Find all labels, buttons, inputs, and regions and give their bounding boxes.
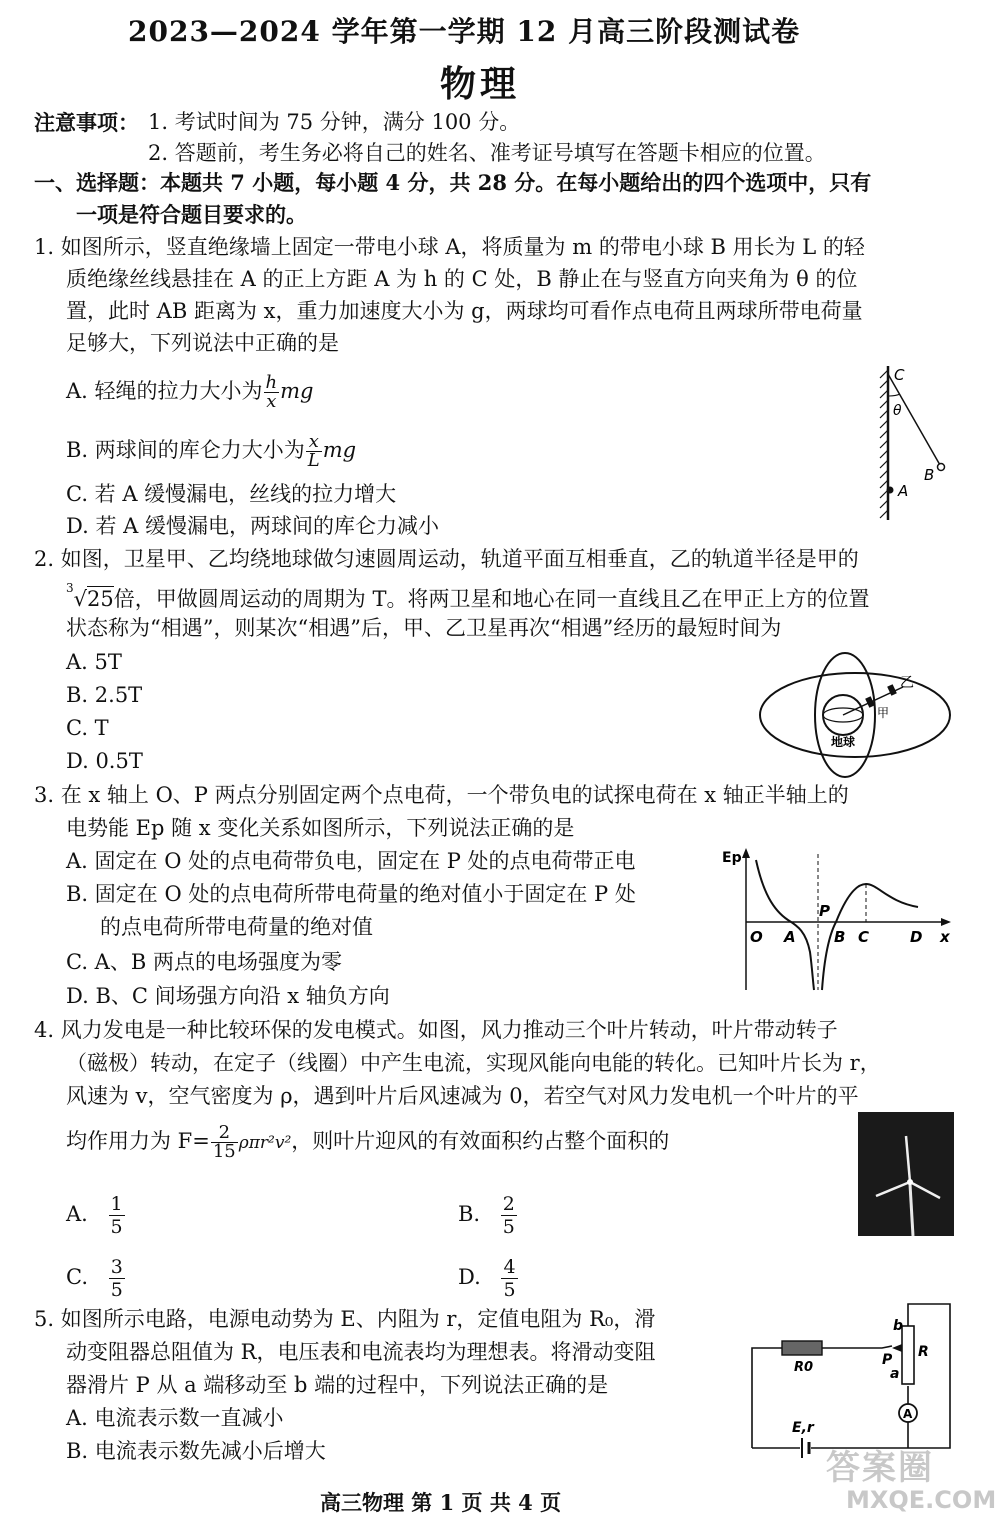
label-ep: Ep — [722, 850, 742, 866]
q1-stem-line: 1. 如图所示，竖直绝缘墙上固定一带电小球 A，将质量为 m 的带电小球 B 用长为 L 的轻 — [34, 235, 865, 259]
notes-line-2: 2. 答题前，考生务必将自己的姓名、准考证号填写在答题卡相应的位置。 — [148, 141, 826, 165]
q1-option-a-text: A. 轻绳的拉力大小为 — [66, 379, 263, 403]
q3-option-a: A. 固定在 O 处的点电荷带负电，固定在 P 处的点电荷带正电 — [66, 849, 636, 873]
q3-stem-line: 电势能 Ep 随 x 变化关系如图所示，下列说法正确的是 — [66, 816, 575, 840]
fraction-numerator: 1 — [110, 1193, 123, 1215]
q2-stem-text: 倍，甲做圆周运动的周期为 T。将两卫星和地心在同一直线且乙在甲正上方的位置 — [113, 587, 870, 611]
label-c: C — [894, 366, 905, 384]
label-er: E,r — [792, 1420, 814, 1436]
notes-label: 注意事项： — [34, 110, 139, 135]
watermark-url: MXQE.COM — [846, 1486, 997, 1514]
x-axis-arrow — [941, 918, 951, 926]
q5-option-a: A. 电流表示数一直减小 — [66, 1406, 284, 1430]
q4-stem-line: （磁极）转动，在定子（线圈）中产生电流，实现风能向电能的转化。已知叶片长为 r， — [66, 1051, 881, 1075]
watermark-logo: 答案圈 — [826, 1448, 934, 1488]
fraction-denominator: 5 — [503, 1279, 516, 1301]
q2-stem-line-2 — [66, 578, 869, 616]
turbine-hub — [907, 1179, 913, 1185]
option-label: A. — [66, 1202, 88, 1226]
q4-stem-line: 风速为 v，空气密度为 ρ，遇到叶片后风速减为 0，若空气对风力发电机一个叶片的平 — [66, 1084, 859, 1108]
q1-option-b — [66, 433, 356, 470]
q4-formula-suffix: ，则叶片迎风的有效面积约占整个面积的 — [291, 1129, 670, 1153]
section-heading: 一、选择题：本题共 7 小题，每小题 4 分，共 28 分。在每小题给出的四个选项中，只有 — [34, 170, 872, 195]
exam-title: 2023—2024 学年第一学期 12 月高三阶段测试卷 — [128, 15, 801, 48]
q2-stem-line: 2. 如图，卫星甲、乙均绕地球做匀速圆周运动，轨道平面互相垂直，乙的轨道半径是甲的 — [34, 547, 859, 571]
q1-option-a-suffix: mg — [280, 379, 314, 403]
fraction-denominator: L — [307, 450, 320, 471]
q2-option-a: A. 5T — [66, 650, 122, 674]
ball-b — [938, 464, 945, 471]
q1-wall-figure — [868, 360, 958, 525]
label-p: P — [882, 1352, 893, 1368]
fraction-numerator: 2 — [211, 1124, 238, 1143]
fraction-denominator: 5 — [502, 1216, 515, 1238]
label-jia: 甲 — [877, 706, 890, 720]
thread-line — [888, 374, 940, 465]
label-a: a — [890, 1366, 900, 1382]
page-footer: 高三物理 第 1 页 共 4 页 — [320, 1490, 562, 1515]
fraction-numerator: h — [265, 372, 278, 393]
q3-ep-graph — [718, 842, 958, 992]
fraction-denominator: 5 — [110, 1279, 123, 1301]
q1-stem-line: 置，此时 AB 距离为 x，重力加速度大小为 g，两球均可看作点电荷且两球所带电荷量 — [66, 299, 863, 323]
q1-stem-line: 足够大，下列说法中正确的是 — [66, 331, 339, 355]
q3-option-d: D. B、C 间场强方向沿 x 轴负方向 — [66, 984, 390, 1008]
slider-p — [892, 1344, 902, 1352]
label-b: B — [834, 928, 846, 946]
q5-stem-line: 动变阻器总阻值为 R，电压表和电流表均为理想表。将滑动变阻 — [66, 1340, 656, 1364]
label-p: P — [819, 902, 830, 920]
label-b: b — [893, 1318, 904, 1334]
label-b: B — [924, 466, 935, 484]
fraction-denominator: 15 — [212, 1141, 236, 1162]
option-fraction — [501, 1256, 517, 1301]
label-a: A — [898, 482, 909, 500]
q2-option-c: C. T — [66, 716, 109, 740]
q4-formula-body: ρπr²v² — [238, 1133, 292, 1153]
fraction-numerator: x — [306, 433, 322, 452]
q4-formula-fraction — [211, 1124, 238, 1161]
fraction-numerator: 2 — [502, 1193, 515, 1215]
q4-option-d — [458, 1256, 519, 1301]
wind-turbine-image — [858, 1112, 954, 1236]
q1-option-b-text: B. 两球间的库仑力大小为 — [66, 438, 305, 462]
q1-option-b-suffix: mg — [322, 438, 357, 462]
root-sign: √ — [73, 587, 88, 611]
label-theta: θ — [893, 403, 902, 419]
notes-line-1: 1. 考试时间为 75 分钟，满分 100 分。 — [148, 110, 521, 134]
root-body: 25 — [87, 587, 114, 611]
option-label: C. — [66, 1265, 88, 1289]
q5-stem-line: 5. 如图所示电路，电源电动势为 E、内阻为 r，定值电阻为 R₀，滑 — [34, 1307, 656, 1331]
q3-stem-line: 3. 在 x 轴上 O、P 两点分别固定两个点电荷，一个带负电的试探电荷在 x 轴正半轴上的 — [34, 783, 849, 807]
q3-option-c: C. A、B 两点的电场强度为零 — [66, 950, 342, 974]
label-a: A — [784, 928, 796, 946]
option-label: D. — [458, 1265, 481, 1289]
q4-stem-line-4 — [66, 1124, 669, 1161]
q1-option-a — [66, 374, 313, 411]
q4-option-b — [458, 1193, 518, 1238]
q2-stem-line: 状态称为“相遇”，则某次“相遇”后，甲、乙卫星再次“相遇”经历的最短时间为 — [66, 616, 782, 640]
rheostat-r — [902, 1326, 914, 1384]
subject-title: 物理 — [440, 63, 521, 105]
option-fraction — [109, 1256, 125, 1301]
q4-stem-line: 4. 风力发电是一种比较环保的发电模式。如图，风力推动三个叶片转动，叶片带动转子 — [34, 1018, 838, 1042]
q1-option-c: C. 若 A 缓慢漏电，丝线的拉力增大 — [66, 482, 397, 506]
root-index: 3 — [66, 581, 74, 595]
q4-option-a — [66, 1193, 126, 1238]
label-o: O — [750, 928, 763, 946]
label-d: D — [910, 928, 923, 946]
label-earth: 地球 — [831, 735, 856, 749]
curve-left — [756, 860, 814, 990]
q1-option-a-fraction — [264, 374, 280, 411]
q2-option-d: D. 0.5T — [66, 749, 143, 773]
resistor-r0 — [782, 1341, 822, 1355]
top-wire — [822, 1346, 892, 1348]
theta-arc — [888, 394, 900, 396]
label-r0: R0 — [794, 1360, 814, 1375]
fraction-numerator: 3 — [110, 1256, 123, 1278]
q5-stem-line: 器滑片 P 从 a 端移动至 b 端的过程中，下列说法正确的是 — [66, 1373, 609, 1397]
q2-orbit-figure — [755, 645, 955, 780]
label-yi: 乙 — [900, 675, 914, 691]
option-label: B. — [458, 1202, 481, 1226]
q1-stem-line: 质绝缘丝线悬挂在 A 的正上方距 A 为 h 的 C 处，B 静止在与竖直方向夹角为 θ 的位 — [66, 267, 858, 291]
label-x: x — [940, 928, 950, 946]
q1-option-b-fraction — [306, 433, 322, 470]
fraction-denominator: x — [266, 391, 277, 412]
left-wire — [752, 1348, 782, 1448]
q3-option-b-cont: 的点电荷所带电荷量的绝对值 — [100, 915, 373, 939]
q4-option-c — [66, 1256, 126, 1301]
ammeter-label: A — [903, 1407, 913, 1421]
q1-option-d: D. 若 A 缓慢漏电，两球间的库仑力减小 — [66, 514, 439, 538]
q5-option-b: B. 电流表示数先减小后增大 — [66, 1439, 326, 1463]
q2-option-b: B. 2.5T — [66, 683, 143, 707]
fraction-denominator: 5 — [110, 1216, 123, 1238]
q4-formula-prefix: 均作用力为 F= — [66, 1129, 210, 1153]
fraction-numerator: 4 — [503, 1256, 516, 1278]
q3-option-b: B. 固定在 O 处的点电荷所带电荷量的绝对值小于固定在 P 处 — [66, 882, 636, 906]
section-heading-cont: 一项是符合题目要求的。 — [76, 202, 307, 227]
y-axis-arrow — [742, 848, 750, 858]
photo-background — [858, 1112, 954, 1236]
option-fraction — [109, 1193, 125, 1238]
ball-a — [887, 487, 894, 494]
label-c: C — [858, 928, 870, 946]
label-r: R — [918, 1344, 929, 1360]
option-fraction — [501, 1193, 517, 1238]
